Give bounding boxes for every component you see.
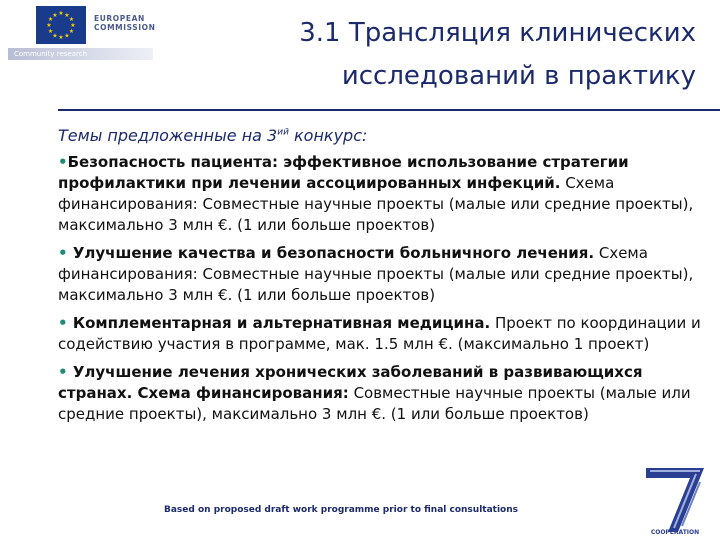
item-description: Схема финансирования: Совместные научные проекты (малые или средние проекты), максимально 3 млн €. (1 или больше проектов): [58, 244, 694, 304]
subtitle-after: конкурс:: [288, 126, 368, 145]
subtitle-sup: ий: [277, 127, 289, 138]
star-icon: ★: [64, 11, 70, 19]
star-icon: ★: [52, 32, 58, 40]
bullet: •: [58, 153, 68, 171]
logo-line1: EUROPEAN: [94, 14, 145, 23]
list-item: [58, 243, 706, 306]
subtitle-text: Темы предложенные на 3: [58, 126, 278, 145]
fp7-label: COOPERATION: [650, 529, 700, 536]
item-description: Проект по координации и содействию участия в программе, мак. 1.5 млн €. (максимально 1 проект): [58, 314, 701, 353]
topics-list: [58, 152, 706, 432]
list-item: [58, 313, 706, 355]
star-icon: ★: [58, 34, 64, 42]
item-heading: Улучшение лечения хронических заболеваний в развивающихся странах. Схема финансирования:: [58, 363, 643, 402]
star-icon: ★: [64, 32, 70, 40]
logo-line2: COMMISSION: [94, 23, 156, 32]
star-icon: ★: [47, 16, 54, 24]
bullet: •: [58, 314, 68, 332]
eu-flag-icon: [36, 6, 86, 44]
fp7-seven-icon: [638, 462, 712, 536]
bullet: •: [58, 363, 68, 381]
star-icon: ★: [70, 22, 76, 30]
european-commission-logo: [8, 6, 158, 60]
logo-text: [94, 14, 156, 32]
item-heading: Улучшение качества и безопасности больничного лечения.: [67, 244, 595, 262]
star-icon: ★: [68, 16, 75, 24]
footer-note: Based on proposed draft work programme prior to final consultations: [164, 505, 518, 515]
divider: [58, 109, 720, 111]
star-icon: ★: [47, 28, 54, 36]
eu-stars-icon: [36, 6, 86, 44]
item-description: Схема финансирования: Совместные научные проекты (малые или средние проекты), максимально 3 млн €. (1 или больше проектов): [58, 174, 694, 234]
item-heading: Безопасность пациента: эффективное использование стратегии профилактики при лечении ассоциированных инфекций.: [58, 153, 629, 192]
list-item: [58, 152, 706, 236]
slide-title: [226, 12, 696, 98]
star-icon: ★: [58, 10, 64, 18]
item-description: Совместные научные проекты (малые или средние проекты), максимально 3 млн €. (1 или больше проектов): [58, 384, 691, 423]
bullet: •: [58, 244, 68, 262]
fp7-logo: [638, 462, 712, 536]
title-line2: исследований в практику: [341, 61, 696, 91]
star-icon: ★: [46, 22, 52, 30]
list-item: [58, 362, 706, 425]
logo-banner-text: Community research: [14, 50, 88, 58]
title-line1: 3.1 Трансляция клинических: [299, 18, 696, 48]
subtitle: [58, 126, 367, 145]
star-icon: ★: [52, 11, 58, 19]
star-icon: ★: [68, 28, 75, 36]
item-heading: Комплементарная и альтернативная медицина.: [67, 314, 491, 332]
